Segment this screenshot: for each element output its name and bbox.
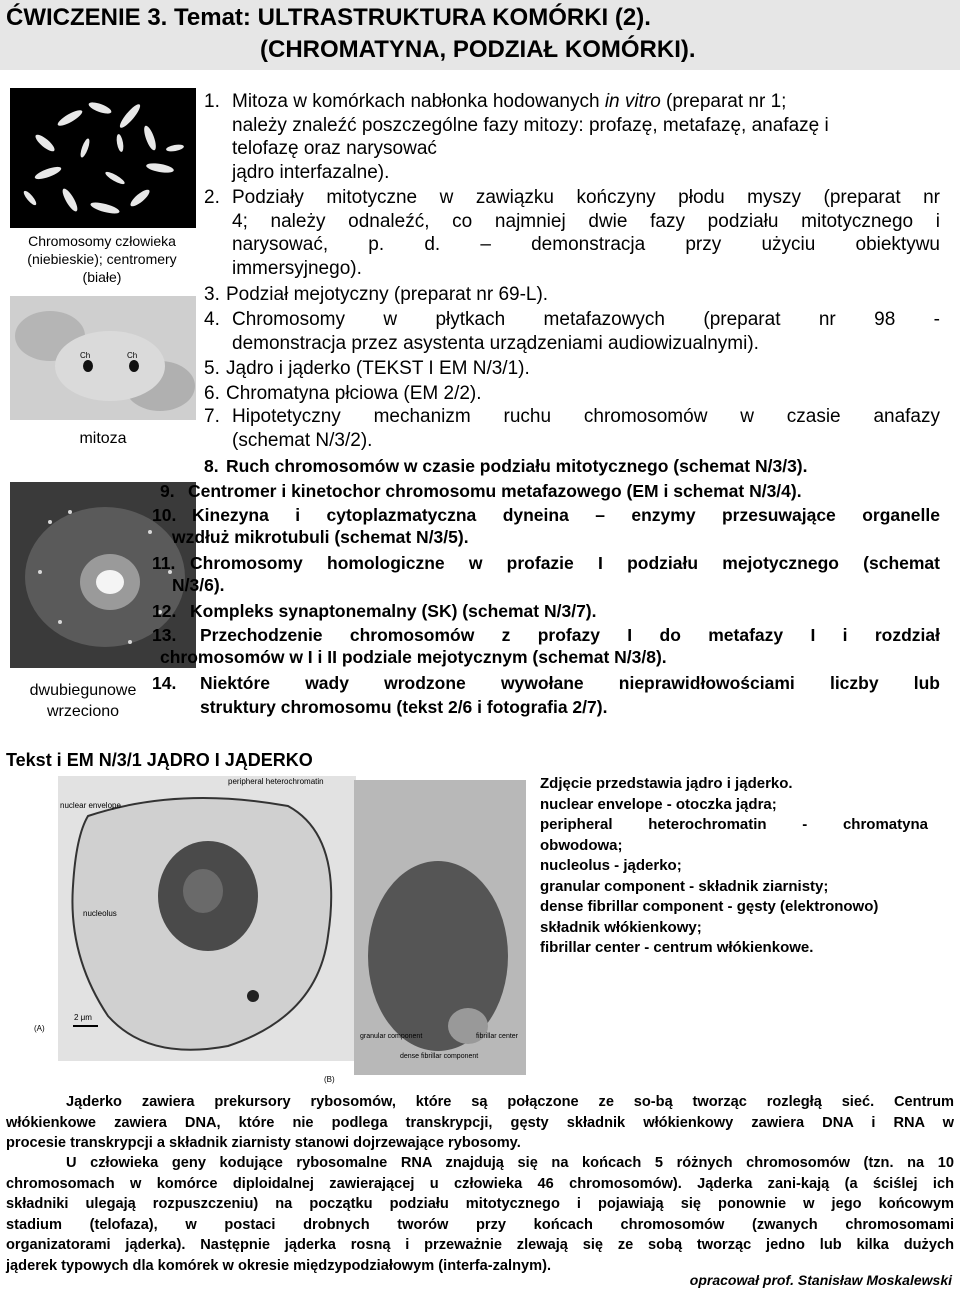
em-label-nucleolus: nucleolus — [83, 909, 117, 918]
section-title: Tekst i EM N/3/1 JĄDRO I JĄDERKO — [6, 750, 313, 770]
exercise-10: 10. Kinezyna i cytoplazmatyczna dyneina – enzymy przesuwające organelle wzdłuż mikrotubuli (schemat N/3/5). — [152, 505, 940, 547]
exercise-9: 9. Centromer i kinetochor chromosomu metafazowego (EM i schemat N/3/4). — [160, 481, 802, 501]
spindle-caption: dwubiegunowe wrzeciono — [29, 682, 137, 720]
exercise-5: 5. Jądro i jąderko (TEKST I EM N/3/1). — [204, 358, 530, 379]
exercise-11: 11. Chromosomy homologiczne w profazie I podziału mejotycznego (schemat N/3/6). — [152, 553, 940, 595]
chromosomes-caption: Chromosomy człowieka (niebieskie); centromery (białe) — [27, 233, 177, 285]
page-subtitle: (CHROMATYNA, PODZIAŁ KOMÓRKI). — [260, 36, 696, 63]
em-label-panel-a: (A) — [34, 1024, 45, 1033]
paragraph-1: Jąderko zawiera prekursory rybosomów, które są połączone ze so-bą tworząc rozległą sieć. Centrum włókienkowe zawiera DNA, które nie podlega transkrypcji, gęsty składnik włókienkowy zawiera DNA i RNA w procesie transkrypcji a składnik ziarnisty stanowi dojrzewające rybosomy. — [6, 1094, 954, 1151]
em-micrograph — [28, 776, 526, 1086]
chromosomes-photo — [10, 88, 196, 228]
exercise-2: 2. Podziały mitotyczne w zawiązku kończyny płodu myszy (preparat nr 4; należy odnaleźć, co najmniej dwie fazy podziału mitotycznego i narysować, p. d. – demonstracja przy użyciu obiektywu immersyjnego). — [204, 187, 940, 279]
ch-label-right: Ch — [127, 351, 138, 360]
paragraph-2: U człowieka geny kodujące rybosomalne RNA znajdują się na końcach 5 różnych chromosomów (tzn. na 10 chromosomach w komórce diploidalnej zawierającej u człowieka 46 chromosomów). Jąderka zani-kają (a ściślej ich składniki ulegają rozpuszczeniu) na początku podziału mitotycznego i pojawiają się ponownie w jego końcowym stadium (telofaza), w postaci drobnych tworów przy końcach chromosomów (zwanych chromosomami organizatorami jąderka). Następnie jąderka rosną i przeważnie zlewają się ze sobą tworząc jedno lub kilka dużych jąderek typowych dla komórek w okresie międzypodziałowym (interfa-zalnym). — [6, 1155, 954, 1274]
em-label-envelope: nuclear envelope — [60, 801, 121, 810]
exercise-4: 4. Chromosomy w płytkach metafazowych (preparat nr 98 - demonstracja przez asystenta urządzeniami audiowizualnymi). — [204, 309, 940, 354]
exercise-7: 7. Hipotetyczny mechanizm ruchu chromosomów w czasie anafazy (schemat N/3/2). — [204, 406, 940, 451]
em-label-granular: granular component — [360, 1033, 423, 1040]
exercise-12: 12. Kompleks synaptonemalny (SK) (schemat N/3/7). — [152, 601, 597, 621]
em-label-dense: dense fibrillar component — [400, 1053, 479, 1060]
exercise-13: 13. Przechodzenie chromosomów z profazy I do metafazy I i rozdział chromosomów w I i II podziale mejotycznym (schemat N/3/8). — [152, 625, 940, 667]
mitosis-photo — [10, 296, 196, 420]
em-description: Zdjęcie przedstawia jądro i jąderko. nuclear envelope - otoczka jądra; peripheral heterochromatin - chromatyna obwodowa; nucleolus - jąderko; granular component - składnik ziarnisty; dense fibrillar component - gęsty (elektronowo) składnik włókienkowy; fibrillar center - centrum włókienkowe. — [540, 775, 928, 956]
em-label-panel-b: (B) — [324, 1075, 335, 1084]
author-credit: opracował prof. Stanisław Moskalewski — [689, 1272, 952, 1288]
exercise-6: 6. Chromatyna płciowa (EM 2/2). — [204, 383, 482, 404]
em-label-scale: 2 μm — [74, 1013, 92, 1022]
ch-label-left: Ch — [80, 351, 91, 360]
em-label-peripheral: peripheral heterochromatin — [228, 777, 324, 786]
mitosis-image — [10, 296, 196, 420]
exercise-1: 1. Mitoza w komórkach nabłonka hodowanych in vitro (preparat nr 1; należy znaleźć poszczególne fazy mitozy: profazę, metafazę, anafazę i telofazę oraz narysować jądro interfazalne). — [204, 91, 829, 183]
em-image — [28, 776, 526, 1086]
page-title: ĆWICZENIE 3. Temat: ULTRASTRUKTURA KOMÓRKI (2). — [6, 4, 651, 31]
mitosis-caption: mitoza — [79, 430, 127, 447]
exercise-8: 8. Ruch chromosomów w czasie podziału mitotycznego (schemat N/3/3). — [204, 456, 808, 476]
exercise-3: 3. Podział mejotyczny (preparat nr 69-L). — [204, 284, 549, 305]
chromosomes-image — [10, 88, 196, 228]
exercise-14: 14. Niektóre wady wrodzone wywołane nieprawidłowościami liczby lub struktury chromosomu (tekst 2/6 i fotografia 2/7). — [152, 673, 940, 717]
em-label-fibrillar: fibrillar center — [476, 1033, 519, 1040]
